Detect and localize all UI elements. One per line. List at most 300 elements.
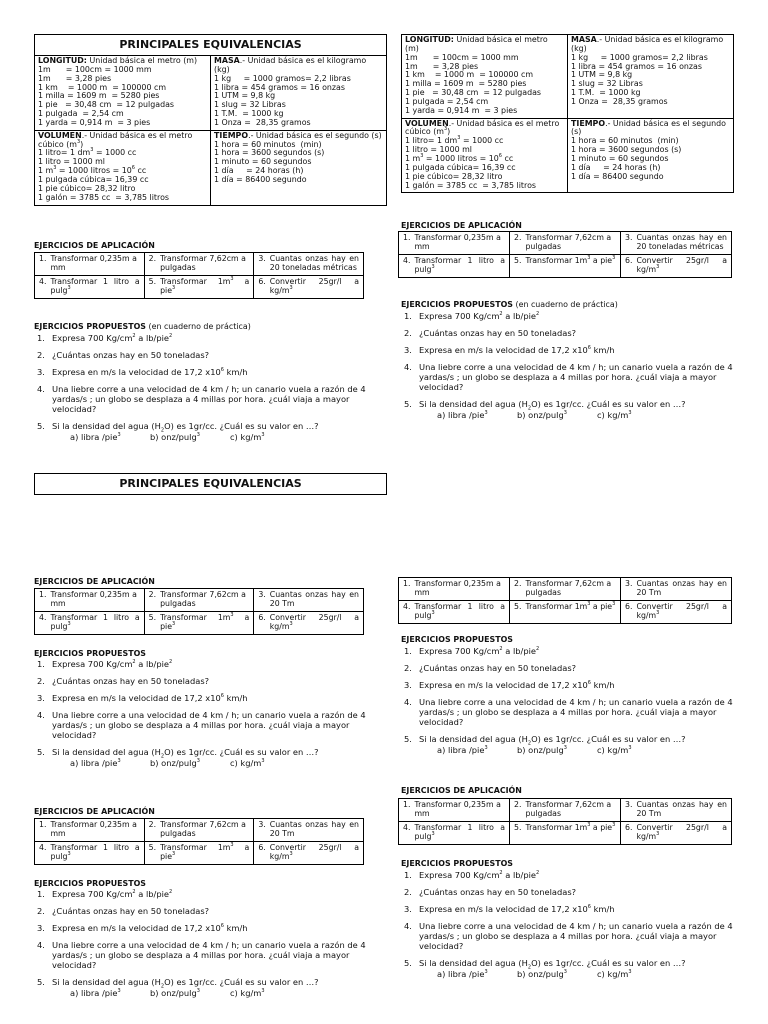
exercise-text-part: Transformar 1m (525, 255, 588, 265)
problem-item (34, 907, 374, 917)
exercise-text: Transformar 0,235m a mm (414, 579, 501, 597)
problem-text-part: O) es 1gr/cc. ¿Cuál es su valor en …? (164, 420, 319, 431)
problem-item (34, 748, 374, 770)
problem-text-part: O) es 1gr/cc. ¿Cuál es su valor en …? (531, 398, 686, 409)
exercise-cell (621, 254, 732, 277)
problem-item (34, 941, 374, 971)
problem-number: 1. (404, 311, 412, 321)
superscript: 3 (67, 284, 71, 291)
proposed-exercises-list (401, 647, 734, 756)
option-b (150, 989, 230, 999)
proposed-exercises-list (34, 890, 374, 999)
superscript: 3 (628, 745, 632, 752)
answer-options (52, 759, 374, 769)
superscript: 3 (67, 850, 71, 857)
option-text: c) kg/m (597, 745, 629, 756)
problem-item (34, 694, 374, 704)
tiempo-line: 1 minuto = 60 segundos (214, 157, 312, 167)
exercise-number: 1. (39, 254, 47, 263)
exercise-number: 5. (514, 822, 522, 832)
exercise-cell (35, 589, 145, 612)
problem-text-part: a lb/pie (135, 659, 170, 669)
tiempo-cell (211, 130, 387, 205)
exercise-text: Transformar 7,62cm a pulgadas (525, 233, 612, 251)
problem-item (401, 888, 734, 898)
superscript: 3 (230, 611, 234, 618)
proposed-exercises-list (401, 871, 734, 980)
exercise-text (414, 824, 505, 842)
superscript: 3 (587, 254, 591, 261)
volumen-heading: VOLUMEN (38, 130, 82, 140)
superscript: 3 (196, 432, 200, 439)
problem-number: 3. (37, 922, 45, 933)
problem-item (401, 922, 734, 952)
exercise-text: Transformar 0,235m a mm (50, 820, 137, 838)
section-label: EJERCICIOS PROPUESTOS (34, 649, 146, 658)
exercise-text-part: Transformar 1m (160, 276, 231, 286)
problem-text-part: Si la densidad del agua (H (419, 733, 528, 744)
propuestos-label: EJERCICIOS PROPUESTOS (34, 322, 146, 331)
exercise-text-part: Transformar 1 litro a pulg (50, 276, 140, 295)
problem-text-part: Si la densidad del agua (H (419, 398, 528, 409)
exercise-cell (254, 611, 364, 634)
problem-text-part: a lb/pie (502, 646, 537, 656)
exercise-text (525, 600, 616, 612)
option-text: c) kg/m (597, 410, 629, 421)
masa-description: .- Unidad básica es el kilogramo (kg) (214, 56, 367, 74)
problem-text-part: a lb/pie (135, 889, 170, 899)
problem-text: ¿Cuántas onzas hay en 50 toneladas? (52, 349, 210, 360)
exercises-block (398, 577, 732, 624)
option-a (437, 746, 517, 756)
problem-text (52, 978, 374, 1000)
answer-options (52, 433, 374, 443)
masa-cell (211, 56, 387, 131)
exercise-text: Transformar 0,235m a mm (50, 254, 137, 272)
problem-text (52, 660, 374, 670)
exercise-text (414, 257, 505, 275)
volumen-line: 1 galón = 3785 cc = 3,785 litros (38, 192, 170, 202)
problem-number: 3. (37, 692, 45, 703)
proposed-exercises-list (401, 312, 734, 421)
superscript: 3 (420, 152, 424, 159)
superscript: 3 (261, 988, 265, 995)
exercise-text: Cuantas onzas hay en 20 Tm (636, 579, 727, 597)
superscript: 3 (90, 147, 94, 154)
volumen-cell (402, 118, 568, 193)
exercise-cell (621, 799, 732, 822)
exercise-cell (510, 578, 621, 601)
exercises-table (398, 231, 732, 278)
exercise-number: 5. (514, 255, 522, 265)
exercises-block (34, 252, 364, 299)
problem-item (34, 890, 374, 900)
option-text: b) onz/pulg (517, 745, 564, 756)
problem-number: 4. (404, 361, 412, 372)
problem-number: 5. (37, 976, 45, 987)
problem-text-part: km/h (223, 692, 248, 703)
superscript: 2 (499, 311, 503, 317)
problem-text (419, 312, 734, 322)
masa-line: 1 libra = 454 gramos = 16 onzas (214, 82, 346, 92)
problem-number: 5. (404, 398, 412, 409)
exercise-number: 6. (258, 612, 266, 622)
superscript: 2 (169, 333, 173, 339)
proposed-block (34, 334, 374, 450)
exercise-text-part: Convertir 25gr/l a kg/m (636, 822, 727, 841)
exercise-cell (35, 841, 145, 864)
superscript: 6 (498, 152, 502, 159)
option-b (517, 746, 597, 756)
superscript: 3 (172, 850, 176, 857)
problem-item (401, 735, 734, 757)
longitud-cell (35, 56, 211, 131)
exercise-number: 5. (148, 612, 157, 622)
exercise-number: 5. (148, 842, 157, 852)
superscript: 3 (457, 135, 461, 142)
exercise-number: 3. (625, 233, 633, 242)
exercises-block (34, 818, 364, 865)
superscript: 3 (117, 988, 121, 995)
superscript: 3 (563, 410, 567, 417)
subscript: 2 (527, 405, 532, 412)
problem-text-part: km/h (590, 903, 615, 914)
superscript: 2 (169, 889, 173, 895)
exercise-text-part: Transformar 1 litro a pulg (50, 612, 140, 631)
exercise-cell (510, 254, 621, 277)
exercise-number: 3. (258, 254, 266, 263)
problem-number: 5. (37, 746, 45, 757)
option-text: c) kg/m (230, 758, 262, 769)
exercise-text: Transformar 7,62cm a pulgadas (160, 254, 246, 272)
longitud-cell (402, 35, 568, 119)
tiempo-line: 1 minuto = 60 segundos (571, 153, 669, 163)
volumen-text: = 1000 cc (93, 148, 137, 158)
volumen-description: .- Unidad básica es el metro cúbico (m (38, 130, 193, 149)
superscript: 3 (431, 263, 435, 270)
problem-text-part: Expresa 700 Kg/cm (419, 311, 500, 321)
exercise-text: Cuantas onzas hay en 20 toneladas métricas (636, 233, 727, 251)
volumen-description: .- Unidad básica es el metro cúbico (m (405, 118, 560, 137)
volumen-text: 1 m (405, 153, 421, 163)
exercise-text (414, 603, 505, 621)
exercise-text-part: Transformar 1m (525, 822, 588, 832)
problem-number: 5. (37, 420, 45, 431)
exercise-cell (144, 611, 254, 634)
section-label: EJERCICIOS PROPUESTOS (34, 879, 146, 888)
exercise-number: 2. (148, 590, 157, 599)
exercise-cell (399, 600, 510, 623)
problem-number: 4. (37, 939, 45, 950)
volumen-line: 1 pulgada cúbica= 16,39 cc (38, 174, 149, 184)
problem-text-part: O) es 1gr/cc. ¿Cuál es su valor en …? (164, 746, 319, 757)
exercise-text-part: Transformar 1m (525, 601, 588, 611)
tiempo-line: 1 hora = 60 minutos (min) (214, 139, 322, 149)
problem-item (34, 978, 374, 1000)
problem-text-part: km/h (590, 679, 615, 690)
masa-heading: MASA (214, 56, 240, 65)
superscript: 6 (587, 679, 591, 686)
option-b (150, 759, 230, 769)
option-text: b) onz/pulg (150, 988, 197, 999)
equivalences-block (401, 34, 734, 193)
masa-line: 1 kg = 1000 gramos= 2,2 libras (214, 73, 351, 83)
exercise-text (525, 821, 616, 833)
exercise-text (50, 278, 139, 296)
volumen-heading: VOLUMEN (405, 118, 449, 128)
problem-text-part: Expresa 700 Kg/cm (419, 646, 500, 656)
exercise-text (50, 844, 139, 862)
exercises-table (34, 588, 364, 635)
exercise-number: 6. (258, 842, 266, 852)
superscript: 2 (132, 333, 136, 339)
exercise-text: Transformar 7,62cm a pulgadas (160, 820, 246, 838)
problem-number: 4. (404, 696, 412, 707)
problem-item (401, 698, 734, 728)
exercise-number: 4. (39, 276, 47, 286)
exercises-table (34, 818, 364, 865)
option-c (597, 970, 632, 980)
exercise-number: 2. (514, 579, 522, 588)
equivalences-table (401, 34, 734, 193)
problem-text-part: Expresa 700 Kg/cm (52, 659, 133, 669)
exercise-text-part: Convertir 25gr/l a kg/m (636, 255, 727, 274)
problem-text: ¿Cuántas onzas hay en 50 toneladas? (419, 662, 577, 673)
problem-text-part: Expresa 700 Kg/cm (52, 333, 133, 343)
problem-number: 3. (404, 903, 412, 914)
subscript: 2 (160, 753, 165, 760)
exercise-number: 1. (403, 800, 411, 809)
exercise-cell (144, 275, 254, 298)
subscript: 2 (527, 740, 532, 747)
problem-item (34, 677, 374, 687)
exercise-cell (399, 821, 510, 844)
exercise-number: 3. (625, 579, 633, 588)
problem-item (401, 871, 734, 881)
exercise-text: Cuantas onzas hay en 20 Tm (636, 800, 727, 818)
superscript: 3 (172, 620, 176, 627)
option-indent (419, 970, 437, 980)
exercise-cell (399, 254, 510, 277)
masa-line: 1 slug = 32 Libras (571, 79, 643, 89)
exercise-cell (35, 275, 145, 298)
problem-text: Una liebre corre a una velocidad de 4 km / h; un canario vuela a razón de 4 yardas/s ; un globo se desplaza a 4 millas por hora. ¿cuál viaja a mayor velocidad? (419, 361, 733, 392)
exercise-cell (621, 821, 732, 844)
masa-cell (568, 35, 734, 119)
masa-line: 1 slug = 32 Libras (214, 100, 286, 110)
propuestos-note: (en cuaderno de práctica) (146, 322, 251, 331)
option-c (230, 759, 265, 769)
superscript: 3 (172, 284, 176, 291)
exercise-cell (399, 799, 510, 822)
volumen-line: 1 pie cúbico= 28,32 litro (405, 171, 503, 181)
longitud-line: 1 milla = 1609 m = 5280 pies (38, 91, 160, 101)
problem-text-part: O) es 1gr/cc. ¿Cuál es su valor en …? (164, 976, 319, 987)
problem-text-part: Expresa en m/s la velocidad de 17,2 x10 (52, 366, 221, 377)
volumen-text: = 1000 litros = 10 (56, 166, 132, 176)
superscript: 3 (563, 745, 567, 752)
superscript: 3 (587, 600, 591, 607)
exercise-cell (144, 841, 254, 864)
problem-text (419, 735, 734, 757)
exercise-number: 4. (39, 842, 47, 852)
superscript: 3 (563, 969, 567, 976)
volumen-line: 1 litro = 1000 ml (405, 145, 473, 155)
masa-line: 1 Onza = 28,35 gramos (214, 117, 311, 127)
superscript: 3 (67, 620, 71, 627)
problem-text-part: Expresa 700 Kg/cm (52, 889, 133, 899)
exercise-number: 4. (39, 612, 47, 622)
exercises-block (398, 231, 732, 278)
section-label (401, 300, 618, 310)
exercise-text (50, 614, 139, 632)
proposed-block (34, 660, 374, 776)
exercise-text-part: Convertir 25gr/l a kg/m (269, 612, 359, 631)
superscript: 3 (612, 600, 616, 607)
problem-text (52, 694, 374, 704)
volumen-text: = 1000 litros = 10 (423, 153, 499, 163)
problem-text-part: km/h (223, 366, 248, 377)
option-b (517, 411, 597, 421)
exercises-table (398, 577, 732, 624)
longitud-line: 1 km = 1000 m = 100000 cm (405, 70, 534, 80)
exercise-cell (510, 600, 621, 623)
exercise-text (636, 257, 727, 275)
longitud-line: 1 yarda = 0,914 m = 3 pies (405, 105, 518, 115)
superscript: 3 (230, 841, 234, 848)
problem-number: 5. (404, 733, 412, 744)
exercise-cell (35, 253, 145, 276)
masa-description: .- Unidad básica es el kilogramo (kg) (571, 35, 724, 53)
exercise-text (160, 275, 250, 296)
superscript: 2 (536, 646, 540, 652)
superscript: 3 (443, 126, 448, 133)
option-c (230, 433, 265, 443)
problem-number: 2. (404, 662, 412, 673)
superscript: 3 (196, 988, 200, 995)
exercise-number: 2. (148, 254, 157, 263)
volumen-text: 1 litro= 1 dm (405, 136, 458, 146)
exercise-number: 4. (403, 601, 411, 611)
problem-number: 4. (404, 920, 412, 931)
equivalences-table (34, 55, 387, 206)
exercise-number: 5. (148, 276, 157, 286)
exercise-text: Cuantas onzas hay en 20 Tm (269, 590, 359, 608)
option-text: c) kg/m (597, 969, 629, 980)
superscript: 3 (612, 254, 616, 261)
exercise-text: Cuantas onzas hay en 20 toneladas métricas (269, 254, 359, 272)
exercise-text-part: Convertir 25gr/l a kg/m (269, 842, 359, 861)
option-indent (52, 989, 70, 999)
longitud-heading: LONGITUD: (405, 35, 454, 44)
answer-options (419, 970, 734, 980)
option-a (70, 433, 150, 443)
longitud-description: Unidad básica el metro (m) (86, 56, 198, 65)
exercises-table (398, 798, 732, 845)
problem-item (401, 905, 734, 915)
problem-number: 3. (404, 344, 412, 355)
superscript: 6 (131, 165, 135, 172)
exercise-number: 4. (403, 255, 411, 265)
exercise-text-part: Transformar 1m (160, 612, 231, 622)
superscript: 3 (656, 263, 660, 270)
answer-options (419, 746, 734, 756)
problem-text (52, 748, 374, 770)
problem-text: Una liebre corre a una velocidad de 4 km / h; un canario vuela a razón de 4 yardas/s ; un globo se desplaza a 4 millas por hora. ¿cuál viaja a mayor velocidad? (52, 709, 366, 740)
superscript: 3 (261, 758, 265, 765)
longitud-line: 1m = 100cm = 1000 mm (405, 52, 519, 62)
exercise-cell (254, 275, 364, 298)
problem-item (401, 664, 734, 674)
problem-text (52, 924, 374, 934)
problem-number: 1. (37, 333, 45, 343)
exercise-number: 1. (39, 820, 47, 829)
propuestos-label: EJERCICIOS PROPUESTOS (401, 300, 513, 309)
exercises-block (34, 588, 364, 635)
problem-number: 1. (404, 646, 412, 656)
problem-text: Una liebre corre a una velocidad de 4 km / h; un canario vuela a razón de 4 yardas/s ; un globo se desplaza a 4 millas por hora. ¿cuál viaja a mayor velocidad? (52, 939, 366, 970)
proposed-block (34, 890, 374, 1006)
exercise-cell (144, 589, 254, 612)
exercise-text-part: Convertir 25gr/l a kg/m (269, 276, 359, 295)
exercise-text (525, 254, 616, 266)
option-text: c) kg/m (230, 432, 262, 443)
exercise-number: 3. (258, 590, 266, 599)
problem-text (419, 959, 734, 981)
exercise-number: 2. (514, 233, 522, 242)
problem-text-part: Si la densidad del agua (H (419, 957, 528, 968)
problem-number: 2. (37, 349, 45, 360)
superscript: 3 (261, 432, 265, 439)
volumen-text: cc (134, 166, 147, 176)
superscript: 6 (220, 692, 224, 699)
problem-number: 3. (404, 679, 412, 690)
superscript: 6 (220, 922, 224, 929)
problem-number: 4. (37, 383, 45, 394)
exercise-cell (621, 232, 732, 255)
option-text: a) libra /pie (70, 758, 118, 769)
problem-text-part: km/h (590, 344, 615, 355)
superscript: 3 (431, 609, 435, 616)
volumen-line: 1 pie cúbico= 28,32 litro (38, 183, 136, 193)
problem-text: Una liebre corre a una velocidad de 4 km / h; un canario vuela a razón de 4 yardas/s ; un globo se desplaza a 4 millas por hora. ¿cuál viaja a mayor velocidad? (419, 920, 733, 951)
tiempo-line: 1 día = 86400 segundo (571, 171, 664, 181)
exercises-block (398, 798, 732, 845)
problem-item (34, 924, 374, 934)
exercise-cell (254, 841, 364, 864)
masa-line: 1 libra = 454 gramos = 16 onzas (571, 61, 703, 71)
exercise-text-part: Transformar 1m (160, 842, 231, 852)
exercise-text-part: a pie (590, 601, 613, 611)
problem-text-part: Si la densidad del agua (H (52, 976, 161, 987)
problem-item (401, 681, 734, 691)
exercise-text (636, 824, 727, 842)
superscript: 2 (499, 646, 503, 652)
problem-item (34, 334, 374, 344)
exercise-text (270, 278, 359, 296)
answer-options (419, 411, 734, 421)
proposed-exercises-list (34, 660, 374, 769)
longitud-line: 1 pulgada = 2,54 cm (405, 96, 489, 106)
longitud-heading: LONGITUD: (38, 56, 87, 65)
exercise-text: Transformar 7,62cm a pulgadas (160, 590, 246, 608)
superscript: 3 (230, 275, 234, 282)
exercise-text-part: Transformar 1 litro a pulg (414, 822, 505, 841)
volumen-text: = 1000 cc (460, 136, 504, 146)
exercise-cell (35, 819, 145, 842)
masa-line: 1 Onza = 28,35 gramos (571, 96, 668, 106)
problem-text-part: km/h (223, 922, 248, 933)
